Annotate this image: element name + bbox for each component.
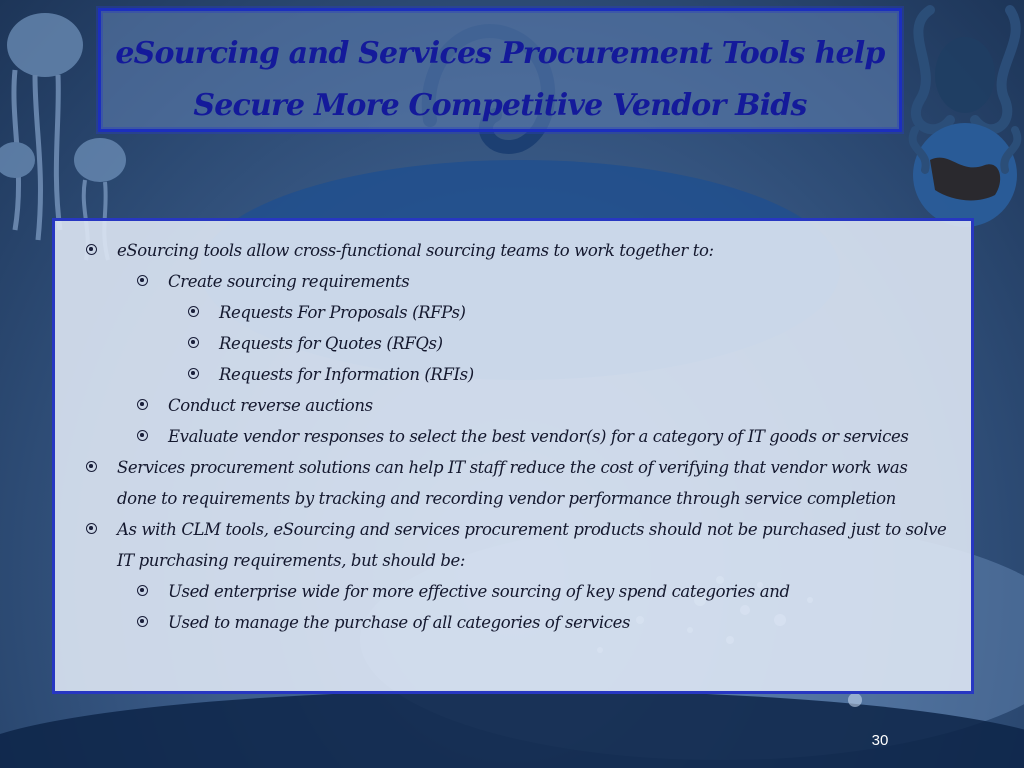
circled-dot-icon [188, 368, 199, 379]
bullet-text: Requests for Quotes (RFQs) [219, 334, 443, 353]
circled-dot-icon [188, 306, 199, 317]
bullet-item [117, 235, 951, 266]
circled-dot-icon [137, 430, 148, 441]
bullet-text: As with CLM tools, eSourcing and services procurement products should not be purchased just to solve IT purchasing requirements, but should be: [117, 520, 947, 570]
bullet-text: Requests for Information (RFIs) [219, 365, 474, 384]
sub-sub-bullet-item [219, 359, 951, 390]
bullet-text: Services procurement solutions can help IT staff reduce the cost of verifying that vendor work was done to requirements by tracking and recording vendor performance through service completion [117, 458, 908, 508]
bullet-list [117, 235, 951, 638]
sub-sub-bullet-item [219, 297, 951, 328]
bullet-item [117, 514, 951, 576]
bullet-text: Conduct reverse auctions [168, 396, 373, 415]
sub-bullet-item [168, 266, 951, 297]
circled-dot-icon [137, 399, 148, 410]
bullet-text: eSourcing tools allow cross-functional sourcing teams to work together to: [117, 241, 714, 260]
bullet-text: Create sourcing requirements [168, 272, 410, 291]
circled-dot-icon [137, 275, 148, 286]
bullet-text: Used enterprise wide for more effective sourcing of key spend categories and [168, 582, 790, 601]
slide-title: eSourcing and Services Procurement Tools help Secure More Competitive Vendor Bids [115, 36, 885, 123]
sub-sub-bullet-item [219, 328, 951, 359]
bullet-text: Requests For Proposals (RFPs) [219, 303, 466, 322]
sub-bullet-item [168, 576, 951, 607]
slide-number: 30 [871, 732, 889, 749]
circled-dot-icon [86, 244, 97, 255]
bullet-text: Used to manage the purchase of all categories of services [168, 613, 631, 632]
circled-dot-icon [188, 337, 199, 348]
sub-bullet-item [168, 390, 951, 421]
bullet-item [117, 452, 951, 514]
sub-bullet-item [168, 607, 951, 638]
sub-bullet-item [168, 421, 951, 452]
circled-dot-icon [86, 523, 97, 534]
circled-dot-icon [137, 585, 148, 596]
circled-dot-icon [86, 461, 97, 472]
bullet-text: Evaluate vendor responses to select the best vendor(s) for a category of IT goods or services [168, 427, 909, 446]
circled-dot-icon [137, 616, 148, 627]
content-panel [52, 218, 974, 694]
